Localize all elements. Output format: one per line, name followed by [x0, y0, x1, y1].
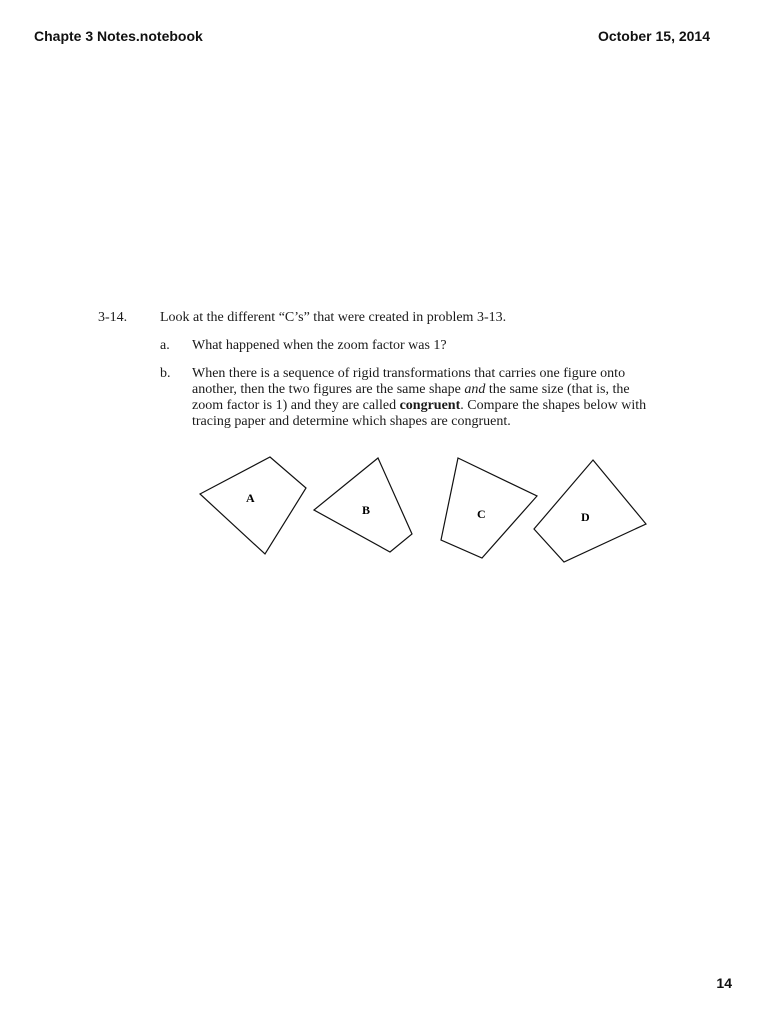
part-b-letter: b.	[160, 366, 171, 381]
label-b: B	[362, 503, 371, 517]
label-d: D	[581, 510, 590, 524]
label-c: C	[477, 507, 486, 521]
quadrilateral-c	[441, 458, 537, 558]
part-b-text-2: the same size (that is, the zoom factor is 1) and they are called	[192, 382, 630, 413]
part-a-letter: a.	[160, 338, 170, 353]
part-b-text-em: and	[464, 382, 486, 397]
problem-intro: Look at the different “C’s” that were created in problem 3-13.	[160, 310, 507, 325]
quadrilateral-d	[534, 460, 646, 562]
problem-3-14	[98, 310, 658, 442]
problem-intro-row	[98, 310, 658, 326]
part-a	[160, 338, 658, 354]
page-number: 14	[716, 975, 732, 991]
part-b-text-bold: congruent	[399, 398, 461, 413]
label-a: A	[246, 491, 255, 505]
notebook-date: October 15, 2014	[597, 28, 710, 44]
part-b-text-1: When there is a sequence of rigid transformations that carries one figure onto another, then the two figures are the same shape	[192, 366, 626, 397]
part-b	[160, 366, 658, 430]
part-a-text: What happened when the zoom factor was 1?	[192, 338, 447, 353]
figures-svg	[190, 452, 660, 572]
problem-number: 3-14.	[98, 310, 128, 325]
part-b-text	[192, 366, 652, 430]
notebook-title: Chapte 3 Notes.notebook	[34, 28, 203, 44]
part-b-text-3: . Compare the shapes below with tracing paper and determine which shapes are congruent.	[192, 398, 647, 429]
quadrilateral-figures	[190, 452, 660, 572]
quadrilateral-a	[200, 457, 306, 554]
